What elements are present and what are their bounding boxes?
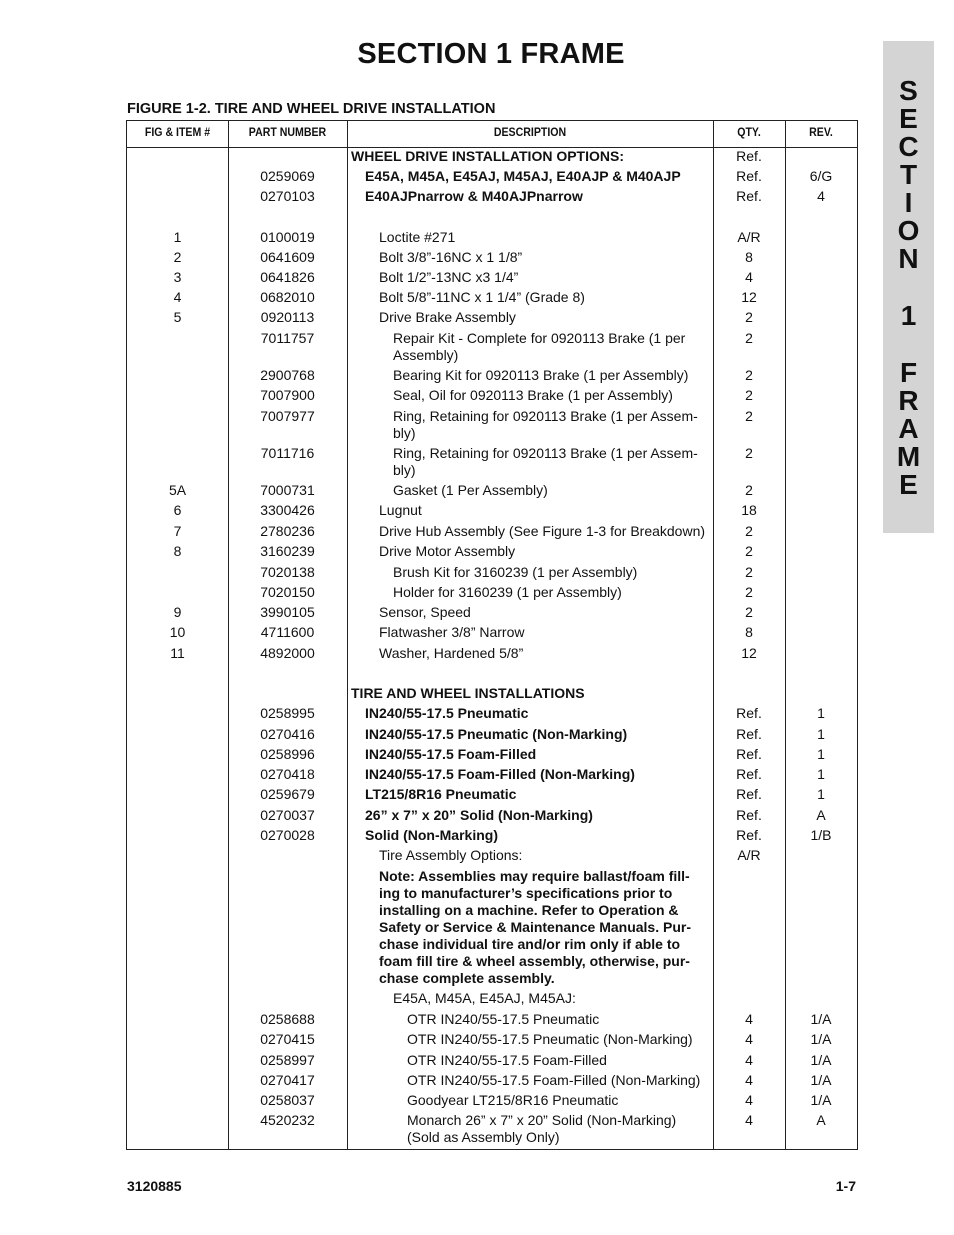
rev-cell: 6/G bbox=[809, 168, 833, 184]
qty-cell: 2 bbox=[745, 584, 753, 600]
fig-item-cell: 9 bbox=[173, 604, 182, 620]
qty-cell: 2 bbox=[745, 367, 753, 383]
description-cell: Repair Kit - Complete for 0920113 Brake (1 per Assembly) bbox=[393, 330, 686, 363]
qty-cell: 2 bbox=[745, 309, 753, 325]
description-cell: Gasket (1 Per Assembly) bbox=[393, 482, 548, 498]
fig-item-cell: 11 bbox=[170, 645, 185, 661]
qty-cell: 4 bbox=[745, 1011, 753, 1027]
side-tab-letter: O bbox=[897, 215, 920, 246]
part-number-cell: 7011716 bbox=[260, 445, 315, 461]
qty-cell: Ref. bbox=[736, 746, 762, 762]
fig-item-cell: 6 bbox=[173, 502, 182, 518]
qty-cell: 4 bbox=[745, 269, 753, 285]
description-cell: IN240/55-17.5 Foam-Filled bbox=[365, 746, 537, 762]
description-cell: Flatwasher 3/8” Narrow bbox=[379, 624, 525, 640]
side-tab-letter: E bbox=[899, 469, 918, 500]
fig-item-cell: 4 bbox=[173, 289, 182, 305]
qty-cell: 2 bbox=[745, 543, 753, 559]
part-number-cell: 2780236 bbox=[260, 523, 315, 539]
description-cell: OTR IN240/55-17.5 Foam-Filled (Non-Marking) bbox=[407, 1072, 701, 1088]
description-cell: Tire Assembly Options: bbox=[379, 847, 523, 863]
rev-cell: 4 bbox=[817, 188, 825, 204]
description-cell: E40AJPnarrow & M40AJPnarrow bbox=[365, 188, 583, 204]
side-tab-letter: M bbox=[896, 441, 921, 472]
description-cell: Monarch 26” x 7” x 20” Solid (Non-Marking) (Sold as Assembly Only) bbox=[407, 1112, 677, 1145]
description-cell: LT215/8R16 Pneumatic bbox=[365, 786, 517, 802]
qty-cell: 2 bbox=[745, 387, 753, 403]
qty-cell: Ref. bbox=[736, 726, 762, 742]
header-description: DESCRIPTION bbox=[493, 127, 567, 139]
part-number-cell: 0270037 bbox=[260, 807, 315, 823]
parts-table bbox=[126, 120, 858, 1150]
qty-cell: 4 bbox=[745, 1112, 753, 1128]
description-cell: IN240/55-17.5 Pneumatic (Non-Marking) bbox=[365, 726, 628, 742]
qty-cell: Ref. bbox=[736, 705, 762, 721]
part-number-cell: 0258996 bbox=[260, 746, 315, 762]
header-fig-item: FIG & ITEM # bbox=[144, 127, 211, 139]
description-cell: Solid (Non-Marking) bbox=[365, 827, 498, 843]
rev-cell: A bbox=[816, 1112, 826, 1128]
description-cell: OTR IN240/55-17.5 Foam-Filled bbox=[407, 1052, 607, 1068]
part-number-cell: 0100019 bbox=[260, 229, 315, 245]
description-cell: Lugnut bbox=[379, 502, 422, 518]
side-tab-letter: N bbox=[898, 243, 919, 274]
fig-item-cell: 5 bbox=[173, 309, 182, 325]
part-number-cell: 7020138 bbox=[260, 564, 315, 580]
rev-cell: 1 bbox=[817, 726, 825, 742]
side-tab-letter: A bbox=[898, 413, 919, 444]
rev-cell: 1 bbox=[817, 705, 825, 721]
qty-cell: 2 bbox=[745, 330, 753, 346]
qty-cell: 4 bbox=[745, 1052, 753, 1068]
description-cell: Holder for 3160239 (1 per Assembly) bbox=[393, 584, 622, 600]
qty-cell: Ref. bbox=[736, 168, 762, 184]
description-cell: IN240/55-17.5 Pneumatic bbox=[365, 705, 529, 721]
qty-cell: 4 bbox=[745, 1031, 753, 1047]
side-tab-letter: T bbox=[899, 159, 918, 190]
description-cell: WHEEL DRIVE INSTALLATION OPTIONS: bbox=[351, 148, 624, 164]
qty-cell: Ref. bbox=[736, 807, 762, 823]
qty-cell: 2 bbox=[745, 408, 753, 424]
document-number: 3120885 bbox=[127, 1178, 182, 1194]
qty-cell: 8 bbox=[745, 624, 753, 640]
part-number-cell: 0258997 bbox=[260, 1052, 315, 1068]
rev-cell: 1/A bbox=[810, 1011, 832, 1027]
description-cell: Ring, Retaining for 0920113 Brake (1 per Assem-bly) bbox=[393, 408, 698, 441]
part-number-cell: 0258688 bbox=[260, 1011, 315, 1027]
description-cell: Loctite #271 bbox=[379, 229, 456, 245]
qty-cell: 12 bbox=[741, 289, 757, 305]
part-number-cell: 0270418 bbox=[260, 766, 315, 782]
fig-item-cell: 2 bbox=[173, 249, 182, 265]
rev-cell: 1/B bbox=[810, 827, 832, 843]
header-qty: QTY. bbox=[737, 127, 761, 139]
part-number-cell: 7007977 bbox=[260, 408, 315, 424]
part-number-cell: 0641826 bbox=[260, 269, 315, 285]
part-number-cell: 0270417 bbox=[260, 1072, 315, 1088]
side-tab-letter: E bbox=[899, 103, 918, 134]
part-number-cell: 0682010 bbox=[260, 289, 315, 305]
side-tab-letter: I bbox=[904, 187, 913, 218]
qty-cell: 2 bbox=[745, 445, 753, 461]
qty-cell: 4 bbox=[745, 1092, 753, 1108]
rev-cell: 1/A bbox=[810, 1052, 832, 1068]
part-number-cell: 7020150 bbox=[260, 584, 315, 600]
fig-item-cell: 3 bbox=[173, 269, 182, 285]
qty-cell: Ref. bbox=[736, 786, 762, 802]
part-number-cell: 0258995 bbox=[260, 705, 315, 721]
column-divider bbox=[347, 121, 348, 1149]
part-number-cell: 2900768 bbox=[260, 367, 315, 383]
qty-cell: 2 bbox=[745, 523, 753, 539]
rev-cell: A bbox=[816, 807, 826, 823]
description-cell: Brush Kit for 3160239 (1 per Assembly) bbox=[393, 564, 638, 580]
qty-cell: 4 bbox=[745, 1072, 753, 1088]
description-cell: TIRE AND WHEEL INSTALLATIONS bbox=[351, 685, 585, 701]
header-rev: REV. bbox=[809, 127, 833, 139]
part-number-cell: 4892000 bbox=[260, 645, 315, 661]
description-cell: E45A, M45A, E45AJ, M45AJ, E40AJP & M40AJP bbox=[365, 168, 681, 184]
section-side-tab bbox=[883, 41, 934, 533]
description-cell: Drive Brake Assembly bbox=[379, 309, 516, 325]
qty-cell: 18 bbox=[741, 502, 757, 518]
part-number-cell: 0259679 bbox=[260, 786, 315, 802]
part-number-cell: 0259069 bbox=[260, 168, 315, 184]
description-cell: Ring, Retaining for 0920113 Brake (1 per Assem-bly) bbox=[393, 445, 698, 478]
qty-cell: Ref. bbox=[736, 766, 762, 782]
part-number-cell: 0270103 bbox=[260, 188, 315, 204]
side-tab-letter: R bbox=[898, 385, 919, 416]
side-tab-letter: C bbox=[898, 131, 919, 162]
part-number-cell: 7000731 bbox=[260, 482, 315, 498]
part-number-cell: 0270416 bbox=[260, 726, 315, 742]
description-cell: Drive Motor Assembly bbox=[379, 543, 516, 559]
qty-cell: Ref. bbox=[736, 827, 762, 843]
description-cell: Washer, Hardened 5/8” bbox=[379, 645, 524, 661]
part-number-cell: 3160239 bbox=[260, 543, 315, 559]
part-number-cell: 7011757 bbox=[260, 330, 315, 346]
description-cell: Sensor, Speed bbox=[379, 604, 471, 620]
description-cell: 26” x 7” x 20” Solid (Non-Marking) bbox=[365, 807, 593, 823]
page-number: 1-7 bbox=[835, 1178, 856, 1194]
description-cell: Goodyear LT215/8R16 Pneumatic bbox=[407, 1092, 619, 1108]
qty-cell: A/R bbox=[737, 229, 761, 245]
description-cell: Bolt 5/8”-11NC x 1 1/4” (Grade 8) bbox=[379, 289, 585, 305]
qty-cell: Ref. bbox=[736, 148, 762, 164]
description-cell: Bolt 1/2”-13NC x3 1/4” bbox=[379, 269, 519, 285]
description-cell: IN240/55-17.5 Foam-Filled (Non-Marking) bbox=[365, 766, 635, 782]
header-part-number: PART NUMBER bbox=[248, 127, 327, 139]
rev-cell: 1 bbox=[817, 786, 825, 802]
part-number-cell: 4520232 bbox=[260, 1112, 315, 1128]
part-number-cell: 0258037 bbox=[260, 1092, 315, 1108]
description-cell: Seal, Oil for 0920113 Brake (1 per Assembly) bbox=[393, 387, 673, 403]
figure-title: FIGURE 1-2. TIRE AND WHEEL DRIVE INSTALLATION bbox=[127, 101, 496, 117]
qty-cell: 2 bbox=[745, 564, 753, 580]
rev-cell: 1/A bbox=[810, 1072, 832, 1088]
section-title: SECTION 1 FRAME bbox=[357, 38, 625, 70]
part-number-cell: 0920113 bbox=[260, 309, 315, 325]
fig-item-cell: 1 bbox=[173, 229, 182, 245]
side-tab-letter: F bbox=[899, 357, 918, 388]
qty-cell: 8 bbox=[745, 249, 753, 265]
rev-cell: 1/A bbox=[810, 1031, 832, 1047]
fig-item-cell: 10 bbox=[169, 624, 186, 640]
description-cell: Note: Assemblies may require ballast/foam fill-ing to manufacturer’s specifications prior to installing on a machine. Refer to Operation & Safety or Service & Maintenance Manuals. Pur-chase individual tire and/or rim only if able to foam fill tire & wheel assembly, otherwise, pur-chase complete assembly. bbox=[379, 868, 691, 986]
qty-cell: A/R bbox=[737, 847, 761, 863]
description-cell: Bolt 3/8”-16NC x 1 1/8” bbox=[379, 249, 523, 265]
part-number-cell: 0270028 bbox=[260, 827, 315, 843]
part-number-cell: 0270415 bbox=[260, 1031, 315, 1047]
fig-item-cell: 7 bbox=[173, 523, 182, 539]
rev-cell: 1/A bbox=[810, 1092, 832, 1108]
rev-cell: 1 bbox=[817, 746, 825, 762]
description-cell: OTR IN240/55-17.5 Pneumatic (Non-Marking) bbox=[407, 1031, 693, 1047]
part-number-cell: 0641609 bbox=[260, 249, 315, 265]
part-number-cell: 4711600 bbox=[260, 624, 315, 640]
qty-cell: 2 bbox=[745, 482, 753, 498]
qty-cell: 12 bbox=[741, 645, 757, 661]
part-number-cell: 3300426 bbox=[260, 502, 315, 518]
fig-item-cell: 5A bbox=[168, 482, 187, 498]
side-tab-letter: 1 bbox=[900, 300, 917, 331]
column-divider bbox=[785, 121, 786, 1149]
rev-cell: 1 bbox=[817, 766, 825, 782]
part-number-cell: 7007900 bbox=[260, 387, 315, 403]
description-cell: OTR IN240/55-17.5 Pneumatic bbox=[407, 1011, 600, 1027]
side-tab-letter: S bbox=[899, 75, 918, 106]
part-number-cell: 3990105 bbox=[260, 604, 315, 620]
qty-cell: 2 bbox=[745, 604, 753, 620]
fig-item-cell: 8 bbox=[173, 543, 182, 559]
description-cell: Drive Hub Assembly (See Figure 1-3 for Breakdown) bbox=[379, 523, 706, 539]
description-cell: E45A, M45A, E45AJ, M45AJ: bbox=[393, 990, 576, 1006]
qty-cell: Ref. bbox=[736, 188, 762, 204]
description-cell: Bearing Kit for 0920113 Brake (1 per Assembly) bbox=[393, 367, 689, 383]
